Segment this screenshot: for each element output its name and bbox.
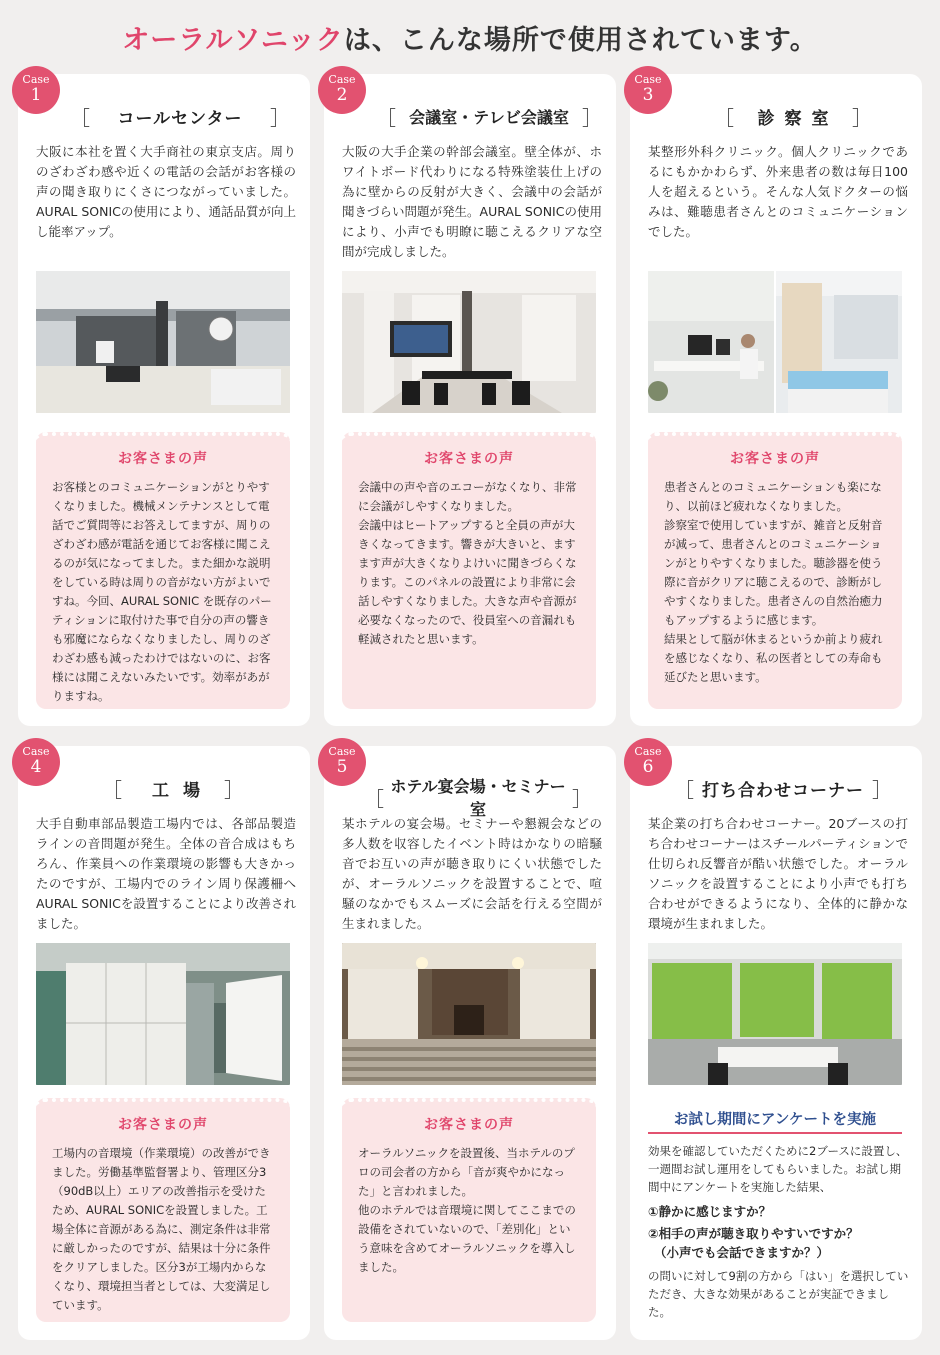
call-center-photo — [36, 271, 290, 413]
case-title: ［ 工 場 ］ — [102, 778, 244, 802]
survey-title: お試し期間にアンケートを実施 — [648, 1108, 902, 1134]
case-intro: 大手自動車部品製造工場内では、各部品製造ラインの音問題が発生。全体の音合成はもちろん、作業員への作業環境の影響も大きかったのですが、工場内でのライン周り保護柵へAURAL SONICを設置することにより改善されました。 — [36, 816, 296, 931]
case-badge: Case 2 — [318, 66, 366, 114]
case-card-3 — [630, 74, 922, 726]
banquet-hall-photo — [342, 943, 596, 1085]
case-title: ［ 診察室 ］ — [714, 106, 872, 130]
survey-result: の問いに対して9割の方から「はい」を選択していただき、大きな効果があることが実証できました。 — [648, 1269, 909, 1319]
case-card-2 — [324, 74, 616, 726]
survey-lead: 効果を確認していただくために2ブースに設置し、一週間お試し運用をしてもらいました。お試し期間中にアンケートを実施した結果、 — [648, 1144, 908, 1194]
survey-body — [648, 1142, 910, 1321]
meeting-room-photo — [342, 271, 596, 413]
voice-title: お客さまの声 — [424, 1117, 514, 1133]
case-title: ［ コールセンター ］ — [70, 106, 290, 130]
case-badge: Case 3 — [624, 66, 672, 114]
voice-title: お客さまの声 — [424, 451, 514, 467]
case-badge: Case 1 — [12, 66, 60, 114]
brand-name: オーラルソニック — [122, 25, 344, 56]
voice-title: お客さまの声 — [118, 451, 208, 467]
voice-title: お客さまの声 — [730, 451, 820, 467]
case-intro: 某ホテルの宴会場。セミナーや懇親会などの多人数を収容したイベント時はかなりの暗騒音でお互いの声が聴き取りにくい状態でしたが、オーラルソニックを設置することで、喧騒のなかでもスムーズに会話を行える空間が生まれました。 — [342, 816, 602, 931]
page-title — [0, 18, 940, 57]
customer-voice-box — [342, 1098, 596, 1322]
voice-body: 患者さんとのコミュニケーションも楽になり、以前ほど疲れなくなりました。 診察室で使用していますが、雑音と反射音が減って、患者さんとのコミュニケーションがとりやすくなりました。聴診器を使う際に音がクリアに聴こえるので、診断がしやすくなりました。患者さんの自然治癒力もアップするように感じます。 結果として脳が休まるというか前より疲れを感じなくなり、私の医者としての寿命も延びたと思います。 — [664, 480, 883, 684]
case-card-4 — [18, 746, 310, 1340]
case-card-5 — [324, 746, 616, 1340]
factory-photo — [36, 943, 290, 1085]
case-card-6 — [630, 746, 922, 1340]
page-title-rest: は、こんな場所で使用されています。 — [343, 25, 818, 56]
survey-question-1: ①静かに感じますか？ — [648, 1204, 772, 1219]
case-title: ［ 打ち合わせコーナー ］ — [674, 778, 892, 802]
customer-voice-box — [36, 1098, 290, 1322]
voice-body: 工場内の音環境（作業環境）の改善ができました。労働基準監督署より、管理区分3（90dB以上）エリアの改善指示を受けたため、AURAL SONICを設置しました。工場全体に音源がある為に、測定条件は非常に厳しかったのですが、結果は十分に条件をクリアしました。区分3が工場内からなくなり、環境担当者としては、大変満足しています。 — [52, 1146, 271, 1312]
voice-body: オーラルソニックを設置後、当ホテルのプロの司会者の方から「音が爽やかになった」と言われました。 他のホテルでは音環境に関してここまでの設備をされていないので、「差別化」という意味を含めてオーラルソニックを導入しました。 — [358, 1146, 576, 1274]
voice-title: お客さまの声 — [118, 1117, 208, 1133]
voice-body: お客様とのコミュニケーションがとりやすくなりました。機械メンテナンスとして電話でご質問等にお答えしてますが、周りのざわざわ感が電話を通じてお客様に聞こえるのが気になってました。また細かな説明をしている時は周りの音がない方がよいですね。今回、AURAL SONIC を既存のパーティションに取付けた事で自分の声の響きも邪魔にならなくなりましたし、周りのざわざわ感も減ったわけではないのに、お客様には聞こえないみたいです。効率があがりますね。 — [52, 480, 272, 703]
case-intro: 某整形外科クリニック。個人クリニックであるにもかかわらず、外来患者の数は毎日100人を超えるという。そんな人気ドクターの悩みは、難聴患者さんとのコミュニケーションでした。 — [648, 144, 908, 239]
meeting-corner-photo — [648, 943, 902, 1085]
survey-question-2-note: （小声でも会話できますか？） — [654, 1245, 830, 1260]
case-badge: Case 5 — [318, 738, 366, 786]
clinic-photo — [648, 271, 902, 413]
case-title: ［ 会議室・テレビ会議室 ］ — [376, 106, 602, 130]
case-card-1 — [18, 74, 310, 726]
case-intro: 大阪に本社を置く大手商社の東京支店。周りのざわざわ感や近くの電話の会話がお客様の声の聞き取りにくさにつながっていました。AURAL SONICの使用により、通話品質が向上し能率アップ。 — [36, 144, 296, 239]
customer-voice-box — [648, 432, 902, 709]
case-intro: 某企業の打ち合わせコーナー。20ブースの打ち合わせコーナーはスチールパーティションで仕切られ反響音が酷い状態でした。オーラルソニックを設置することにより小声でも打ち合わせができるようになり、全体的に静かな環境が生まれました。 — [648, 816, 908, 931]
voice-body: 会議中の声や音のエコーがなくなり、非常に会議がしやすくなりました。 会議中はヒートアップすると全員の声が大きくなってきます。響きが大きいと、ますます声が大きくなりよけいに聞きづらくなります。このパネルの設置により非常に会話しやすくなりました。大きな声や音源が必要なくなったので、役員室への音漏れも軽減されたと思います。 — [358, 480, 577, 646]
case-intro: 大阪の大手企業の幹部会議室。壁全体が、ホワイトボード代わりになる特殊塗装仕上げの為に壁からの反射が大きく、会議中の会話が聞きづらい問題が発生。AURAL SONICの使用により、小声でも明瞭に聴こえるクリアな空間が完成しました。 — [342, 144, 602, 259]
case-badge: Case 4 — [12, 738, 60, 786]
customer-voice-box — [342, 432, 596, 709]
case-badge: Case 6 — [624, 738, 672, 786]
survey-question-2: ②相手の声が聴き取りやすいですか？ — [648, 1226, 859, 1241]
customer-voice-box — [36, 432, 290, 709]
case-title: ［ ホテル宴会場・セミナー室 ］ — [364, 777, 592, 819]
